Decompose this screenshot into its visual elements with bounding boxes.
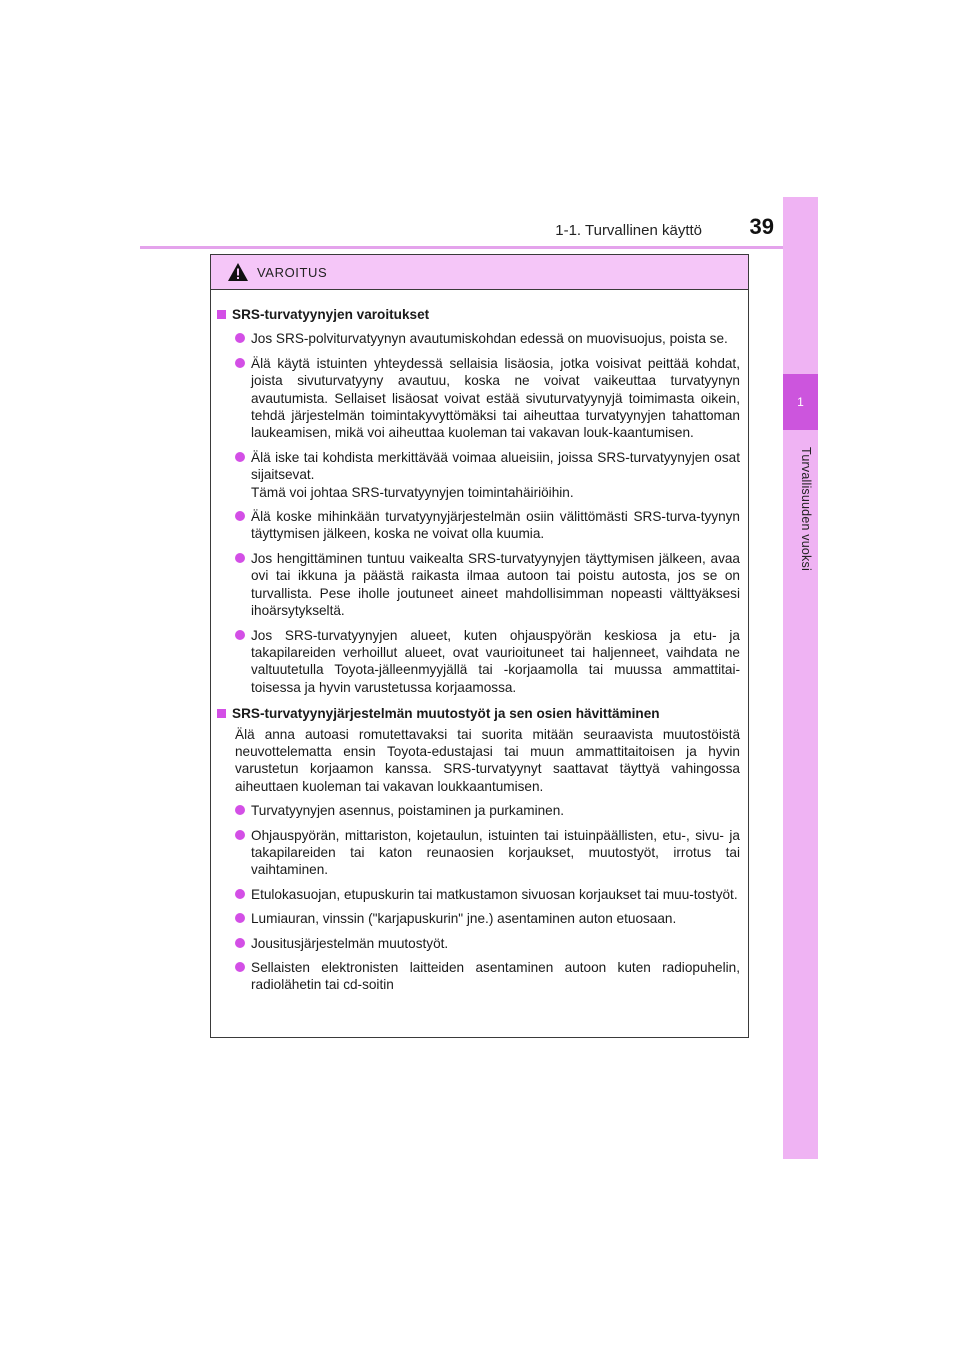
- bullet-dot-icon: [235, 889, 245, 899]
- section-intro: Älä anna autoasi romutettavaksi tai suorita mitään seuraavista muutostöistä neuvottelematta ensin Toyota-edustajasi tai muun ammattitaitoisen ja hyvin varustetun korjaamon kanssa. SRS-turvatyynyt saattavat täyttyä vahingossa aiheuttaen kuoleman tai vakavan loukkaantumisen.: [235, 726, 740, 794]
- warning-box: [210, 254, 749, 1038]
- list-item-note: Tämä voi johtaa SRS-turvatyynyjen toimintahäiriöihin.: [251, 484, 574, 500]
- list-item: [217, 449, 740, 501]
- list-item-text: Jousitusjärjestelmän muutostyöt.: [251, 935, 449, 951]
- bullet-dot-icon: [235, 553, 245, 563]
- bullet-dot-icon: [235, 913, 245, 923]
- bullet-dot-icon: [235, 830, 245, 840]
- bullet-dot-icon: [235, 630, 245, 640]
- section-heading-text: SRS-turvatyynyjen varoitukset: [232, 307, 430, 322]
- section-heading: [217, 705, 740, 722]
- list-item-text: Jos SRS-polviturvatyynyn avautumiskohdan edessä on muovisuojus, poista se.: [251, 331, 728, 347]
- chapter-side-tab: [783, 197, 818, 1159]
- page-number: 39: [749, 214, 774, 239]
- list-item: [217, 827, 740, 879]
- warning-triangle-icon: [227, 262, 249, 282]
- list-item-text: Lumiauran, vinssin ("karjapuskurin" jne.) asentaminen auton etuosaan.: [251, 911, 677, 927]
- list-item-text: Älä käytä istuinten yhteydessä sellaisia lisäosia, jotka voisivat peittää kohdat, joista sivuturvatyyny avautuu, koska ne voivat vaikeuttaa turvatyynyn avautumista. Sellaiset lisäosat voivat estää sivuturvatyynyjä toimimasta oikein, tehdä järjestelmän toimintakyvyttömäksi tai aiheuttaa turvatyynyjen tahattoman laukeamisen, mikä voi aiheuttaa kuoleman tai vakavan louk-kaantumisen.: [251, 355, 740, 441]
- list-item-text: Ohjauspyörän, mittariston, kojetaulun, istuinten tai istuinpäällisten, etu-, sivu- ja takapilareiden tai katon reunaosien korjaukset, muutostyöt, irrotus tai vaihtaminen.: [251, 827, 740, 878]
- square-bullet-icon: [217, 310, 226, 319]
- list-item: [217, 508, 740, 543]
- section-title: 1-1. Turvallinen käyttö: [555, 222, 702, 239]
- list-item: [217, 802, 740, 819]
- list-item-text: Sellaisten elektronisten laitteiden asentaminen autoon kuten radiopuhelin, radiolähetin tai cd-soitin: [251, 960, 740, 993]
- page-header: [140, 212, 818, 249]
- list-item-text: Etulokasuojan, etupuskurin tai matkustamon sivuosan korjaukset tai muu-tostyöt.: [251, 886, 738, 902]
- list-item: [217, 935, 740, 952]
- square-bullet-icon: [217, 709, 226, 718]
- list-item: [217, 550, 740, 620]
- bullet-dot-icon: [235, 358, 245, 368]
- list-item: [217, 355, 740, 442]
- bullet-dot-icon: [235, 805, 245, 815]
- warning-header: [211, 255, 748, 290]
- bullet-dot-icon: [235, 511, 245, 521]
- list-item: [217, 910, 740, 927]
- list-item-text: [251, 449, 740, 501]
- list-item-text: Älä koske mihinkään turvatyynyjärjestelmän osiin välittömästi SRS-turva-tyynyn täyttymisen jälkeen, koska ne voivat olla kuumia.: [251, 509, 740, 542]
- list-item: [217, 330, 740, 347]
- list-item: [217, 959, 740, 994]
- chapter-number: 1: [797, 395, 804, 409]
- list-item: [217, 886, 740, 903]
- list-item-text: Jos SRS-turvatyynyjen alueet, kuten ohjauspyörän keskiosa ja etu- ja takapilareiden verhoillut alueet, ovat vaurioituneet tai haljenneet, vaihdata ne valtuutetulla Toyota-jälleenmyyjällä tai -korjaamolla tai muussa ammattitai-toisessa ja hyvin varustetussa korjaamossa.: [251, 627, 740, 695]
- bullet-dot-icon: [235, 962, 245, 972]
- bullet-dot-icon: [235, 938, 245, 948]
- section-heading: [217, 306, 740, 323]
- list-item-text: Turvatyynyjen asennus, poistaminen ja purkaminen.: [251, 803, 565, 819]
- chapter-title: Turvallisuuden vuoksi: [799, 447, 813, 571]
- warning-body: [211, 290, 748, 994]
- bullet-dot-icon: [235, 333, 245, 343]
- section-heading-text: SRS-turvatyynyjärjestelmän muutostyöt ja sen osien hävittäminen: [232, 706, 660, 722]
- warning-title: VAROITUS: [257, 264, 328, 280]
- bullet-dot-icon: [235, 452, 245, 462]
- list-item-main: Älä iske tai kohdista merkittävää voimaa alueisiin, joissa SRS-turvatyynyjen osat sijaitsevat.: [251, 449, 740, 483]
- list-item-text: Jos hengittäminen tuntuu vaikealta SRS-turvatyynyjen täyttymisen jälkeen, avaa ovi tai ikkuna ja päästä raikasta ilmaa autoon tai poistu autosta, jos se on turvallista. Pese iholle joutuneet aineet mahdollisimman nopeasti välttyäksesi ihoärsytykseltä.: [251, 550, 740, 619]
- list-item: [217, 627, 740, 697]
- chapter-number-block: [783, 374, 818, 430]
